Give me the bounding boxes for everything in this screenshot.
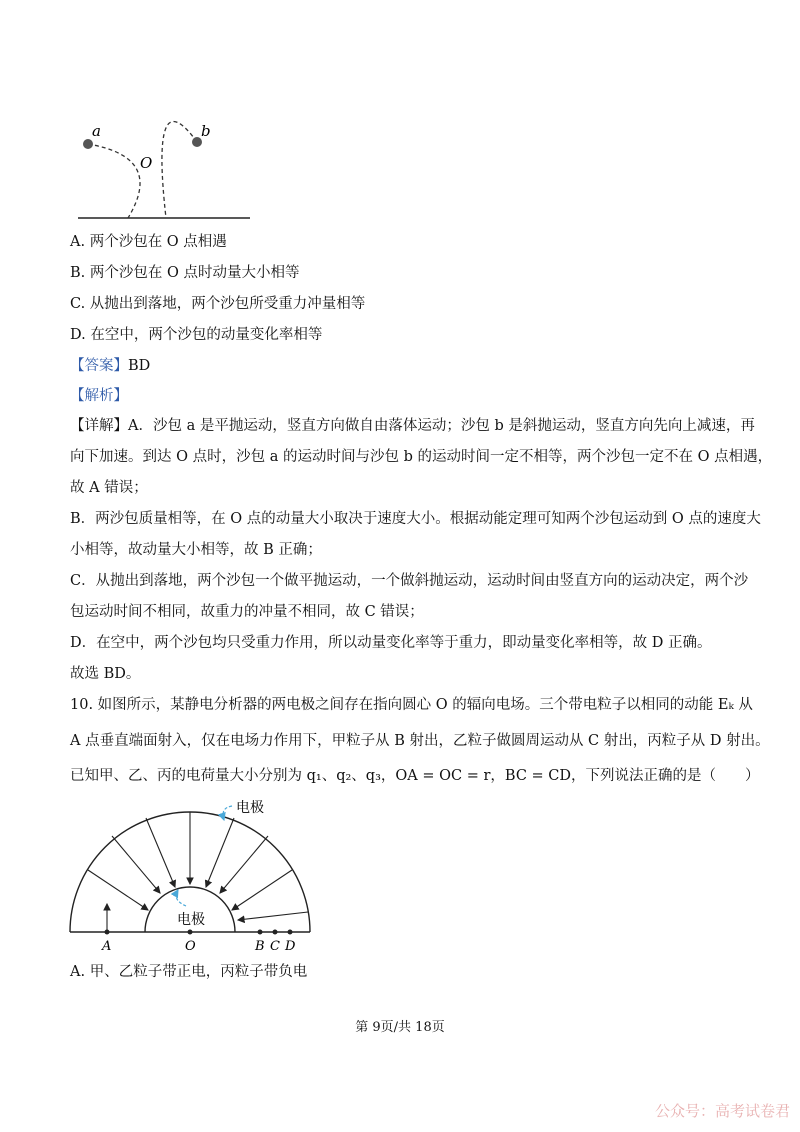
- detail-line-4: B．两沙包质量相等，在 O 点的动量大小取决于速度大小。根据动能定理可知两个沙包运动到 O 点的速度大: [70, 511, 761, 527]
- trajectory-b: [162, 121, 197, 218]
- point-c: C: [270, 939, 280, 954]
- detail-line-1: 【详解】A．沙包 a 是平抛运动，竖直方向做自由落体运动；沙包 b 是斜抛运动，竖直方向先向上减速，再: [70, 418, 755, 434]
- option-q10-a: A. 甲、乙粒子带正电，丙粒子带负电: [70, 964, 308, 980]
- detail-line-7: 包运动时间不相同，故重力的冲量不相同，故 C 错误；: [70, 604, 424, 620]
- sandbag-a: [83, 139, 93, 149]
- trajectory-a: [88, 144, 140, 218]
- analysis-tag: 【解析】: [70, 388, 128, 404]
- point-a: A: [102, 939, 112, 954]
- option-q9-a: A. 两个沙包在 O 点相遇: [70, 234, 227, 250]
- detail-line-2: 向下加速。到达 O 点时，沙包 a 的运动时间与沙包 b 的运动时间一定不相等，两个沙包一定不在 O 点相遇，: [70, 449, 773, 465]
- answer-value: BD: [128, 358, 151, 374]
- detail-line-9: 故选 BD。: [70, 666, 141, 682]
- detail-line-5: 小相等，故动量大小相等，故 B 正确；: [70, 542, 322, 558]
- watermark: 公众号：高考试卷君: [654, 1102, 790, 1120]
- point-b: B: [255, 939, 265, 954]
- q10-line-2: A 点垂直端面射入，仅在电场力作用下，甲粒子从 B 射出，乙粒子做圆周运动从 C 射出，丙粒子从 D 射出。: [70, 733, 770, 749]
- page-footer: 第 9页/共 18页: [355, 1020, 445, 1035]
- label-a: a: [92, 122, 101, 140]
- answer-tag: 【答案】: [70, 358, 128, 374]
- detail-line-3: 故 A 错误；: [70, 480, 148, 496]
- field-arrows: [88, 812, 308, 920]
- analysis-line: [70, 386, 128, 406]
- answer-line: [70, 356, 150, 376]
- label-b: b: [201, 122, 211, 140]
- point-d: D: [285, 939, 296, 954]
- q10-line-3: 已知甲、乙、丙的电荷量大小分别为 q₁、q₂、q₃，OA = OC = r，BC = CD，下列说法正确的是（ ）: [70, 768, 760, 784]
- option-q9-b: B. 两个沙包在 O 点时动量大小相等: [70, 265, 300, 281]
- detail-line-6: C．从抛出到落地，两个沙包一个做平抛运动，一个做斜抛运动，运动时间由竖直方向的运动决定，两个沙: [70, 573, 749, 589]
- inner-electrode-pointer: [176, 890, 186, 906]
- detail-line-8: D．在空中，两个沙包均只受重力作用，所以动量变化率等于重力，即动量变化率相等，故 D 正确。: [70, 635, 712, 651]
- inner-electrode-label: 电极: [177, 912, 205, 928]
- option-q9-d: D. 在空中，两个沙包的动量变化率相等: [70, 327, 323, 343]
- electrostatic-analyzer-figure: [60, 800, 320, 960]
- point-o: O: [185, 939, 196, 954]
- label-o: O: [140, 154, 153, 172]
- q10-line-1: 10. 如图所示，某静电分析器的两电极之间存在指向圆心 O 的辐向电场。三个带电粒子以相同的动能 Eₖ 从: [70, 697, 753, 713]
- projectile-figure: [70, 112, 260, 224]
- outer-electrode-label: 电极: [236, 800, 264, 816]
- detail-tag: 【详解】: [70, 418, 128, 434]
- option-q9-c: C. 从抛出到落地，两个沙包所受重力冲量相等: [70, 296, 366, 312]
